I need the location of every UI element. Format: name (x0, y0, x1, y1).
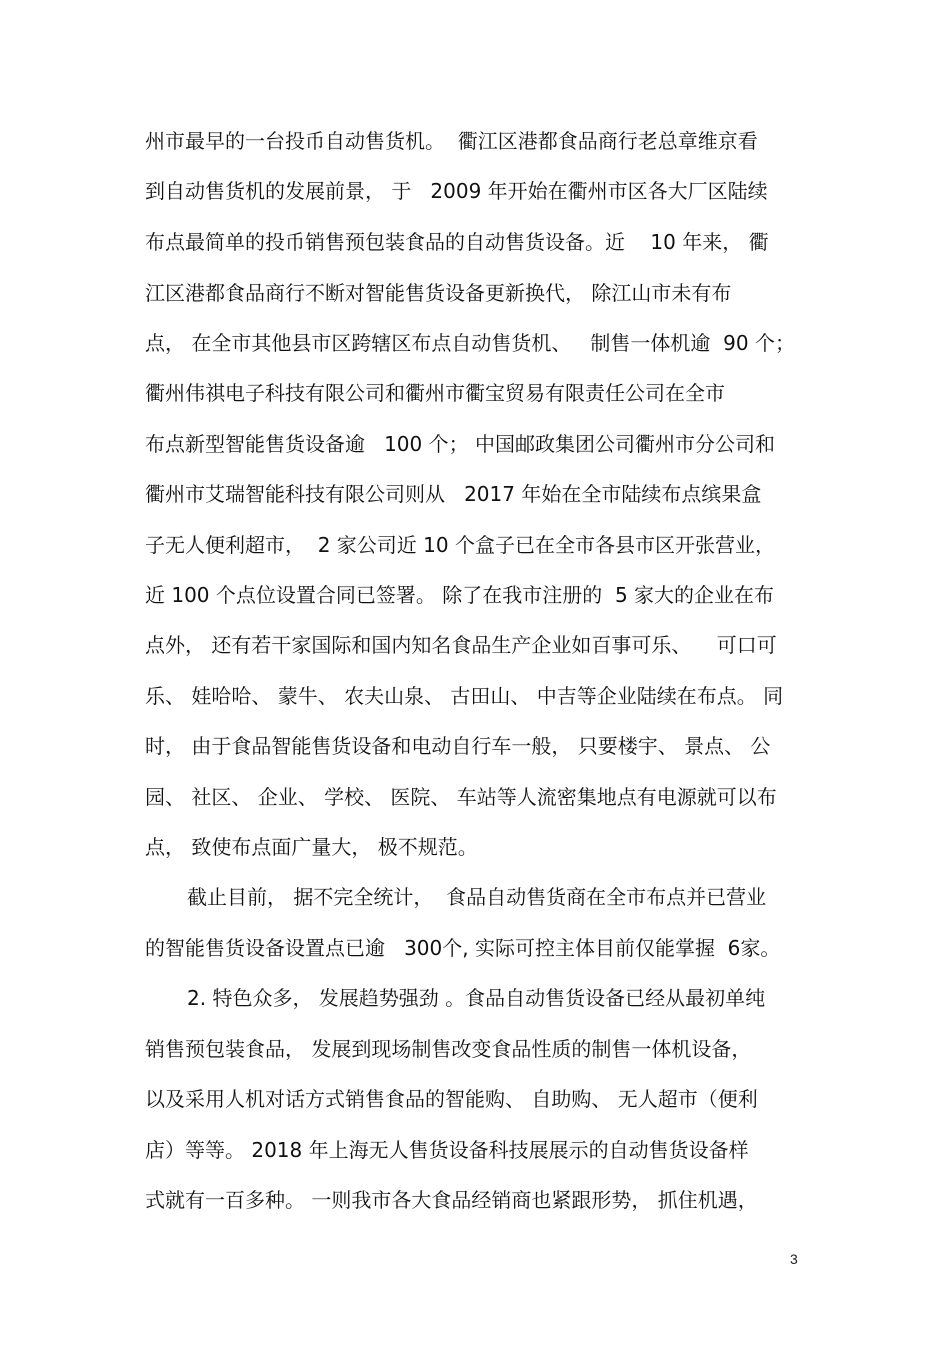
text-line: 点， 在全市其他县市区跨辖区布点自动售货机、 制售一体机逾 90 个； (145, 331, 795, 355)
text-line: 销售预包装食品， 发展到现场制售改变食品性质的制售一体机设备， (145, 1037, 752, 1061)
text-line: 布点最简单的投币销售预包装食品的自动售货设备。近 10 年来， 衢 (145, 230, 769, 254)
text-line: 到自动售货机的发展前景， 于 2009 年开始在衢州市区各大厂区陆续 (145, 179, 768, 203)
text-line: 点， 致使布点面广量大， 极不规范。 (145, 835, 478, 859)
section-heading-line: 2. 特色众多， 发展趋势强劲 。食品自动售货设备已经从最初单纯 (187, 986, 766, 1010)
text-line: 店）等等。 2018 年上海无人售货设备科技展展示的自动售货设备样 (145, 1138, 749, 1162)
page-number: 3 (790, 1251, 798, 1267)
text-line: 点外， 还有若干家国际和国内知名食品生产企业如百事可乐、 可口可 (145, 633, 777, 657)
text-line: 衢州伟祺电子科技有限公司和衢州市衢宝贸易有限责任公司在全市 (145, 381, 725, 405)
paragraph-start-line: 截止目前， 据不完全统计， 食品自动售货商在全市布点并已营业 (187, 885, 767, 909)
text-line: 布点新型智能售货设备逾 100 个； 中国邮政集团公司衢州市分公司和 (145, 432, 775, 456)
text-line: 近 100 个点位设置合同已签署。 除了在我市注册的 5 家大的企业在布 (145, 583, 775, 607)
text-line: 子无人便利超市， 2 家公司近 10 个盒子已在全市各县市区开张营业， (145, 533, 775, 557)
text-line: 州市最早的一台投币自动售货机。 衢江区港都食品商行老总章维京看 (145, 129, 758, 153)
text-line: 江区港都食品商行不断对智能售货设备更新换代， 除江山市未有布 (145, 281, 732, 305)
text-line: 时， 由于食品智能售货设备和电动自行车一般， 只要楼宇、 景点、 公 (145, 734, 771, 758)
text-line: 的智能售货设备设置点已逾 300个, 实际可控主体目前仅能掌握 6家。 (145, 936, 781, 960)
text-line: 以及采用人机对话方式销售食品的智能购、 自助购、 无人超市（便利 (145, 1087, 758, 1111)
text-line: 乐、 娃哈哈、 蒙牛、 农夫山泉、 古田山、 中吉等企业陆续在布点。 同 (145, 684, 784, 708)
text-line: 园、 社区、 企业、 学校、 医院、 车站等人流密集地点有电源就可以布 (145, 785, 777, 809)
text-line: 衢州市艾瑞智能科技有限公司则从 2017 年始在全市陆续布点缤果盒 (145, 482, 762, 506)
text-line: 式就有一百多种。 一则我市各大食品经销商也紧跟形势， 抓住机遇， (145, 1188, 758, 1212)
